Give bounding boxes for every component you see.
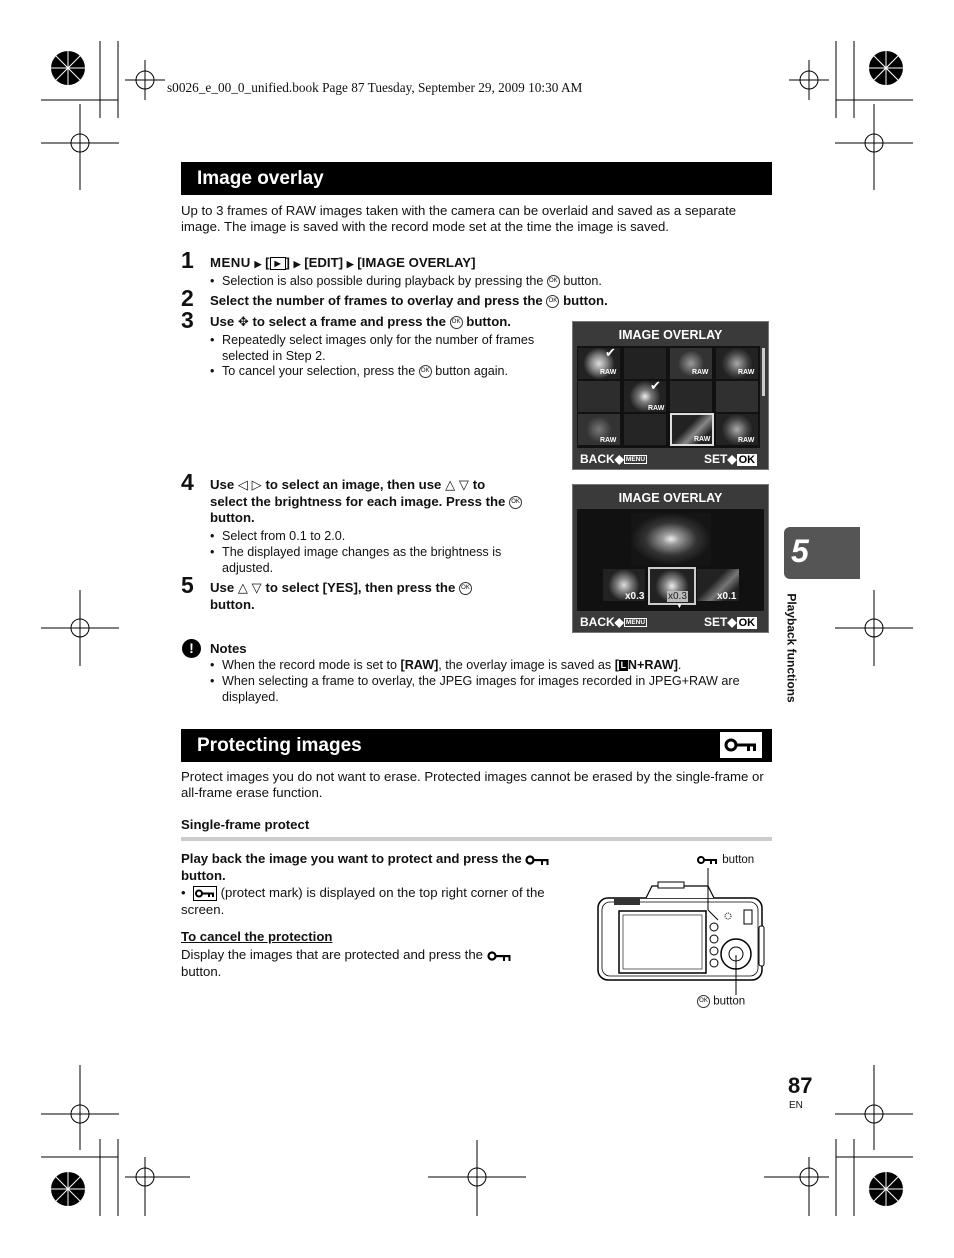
callout-lines — [700, 860, 760, 1000]
thumbnail — [670, 381, 712, 412]
protecting-intro: Protect images you do not want to erase. Protected images cannot be erased by the single-frame or all-frame erase function. — [181, 769, 764, 800]
menu-label: MENU — [210, 255, 251, 270]
print-header-line: s0026_e_00_0_unified.book Page 87 Tuesday, September 29, 2009 10:30 AM — [167, 80, 583, 95]
step-3-bullet-2: • To cancel your selection, press the OK button again. — [222, 364, 508, 380]
brightness-value-2: x0.3 — [668, 591, 687, 602]
section-title-protecting-images: Protecting images — [181, 729, 772, 762]
ok-button-icon: OK — [419, 365, 432, 378]
page-number: 87 — [788, 1073, 813, 1098]
image-overlay-intro: Up to 3 frames of RAW images taken with the camera can be overlaid and saved as a separate image. The image is saved with the record mode set at the time the image is saved. — [181, 203, 737, 234]
notes-title: Notes — [210, 641, 247, 656]
step-4-text: Use ◁ ▷ to select an image, then use △ ▽ to select the brightness for each image. Press the OK button. — [210, 477, 560, 527]
protect-key-icon — [487, 950, 513, 962]
up-down-arrows-icon: △ ▽ — [237, 580, 262, 595]
image-overlay-label: [IMAGE OVERLAY] — [357, 255, 476, 270]
cancel-protection-title: To cancel the protection — [181, 929, 333, 944]
arrow-right-icon: ▶ — [293, 259, 301, 269]
left-right-arrows-icon: ◁ ▷ — [237, 477, 262, 492]
screen-title: IMAGE OVERLAY — [618, 491, 723, 505]
language-code: EN — [789, 1100, 803, 1111]
ok-button-icon: OK — [459, 582, 472, 595]
brightness-value-1: x0.3 — [625, 591, 645, 602]
back-label: BACK◆ MENU — [580, 452, 646, 466]
large-size-icon: L — [620, 660, 627, 671]
thumbnail: RAW ✔ — [624, 381, 666, 412]
notes-icon: ! — [182, 639, 201, 658]
thumbnail: RAW — [716, 414, 758, 445]
step-1-bullet: • Selection is also possible during playback by pressing the OK button. — [222, 274, 642, 290]
step-4-bullet-2: • The displayed image changes as the brightness is adjusted. — [222, 545, 542, 576]
composite-preview — [631, 513, 711, 565]
thumbnail-grid — [577, 346, 760, 448]
ok-button-icon: OK — [509, 496, 522, 509]
step-3-bullet-1: • Repeatedly select images only for the number of frames selected in Step 2. — [222, 333, 562, 364]
chapter-number: 5 — [791, 533, 809, 569]
protect-key-icon — [525, 854, 551, 866]
thumbnail — [578, 381, 620, 412]
edit-label: [EDIT] — [304, 255, 344, 270]
chapter-label: Playback functions — [784, 593, 799, 703]
section-title-image-overlay: Image overlay — [181, 162, 772, 195]
overlay-preview — [577, 509, 764, 611]
selection-triangle-icon: ▼ — [676, 603, 683, 610]
arrow-right-icon: ▶ — [346, 259, 354, 269]
step-1-text: MENU ▶ [ ▶ ] ▶ [EDIT] ▶ [IMAGE OVERLAY] — [210, 255, 476, 270]
screen-title: IMAGE OVERLAY — [618, 328, 723, 342]
step-number-1: 1 — [181, 247, 194, 273]
step-number-5: 5 — [181, 572, 194, 598]
step-number-3: 3 — [181, 307, 194, 333]
note-2: • When selecting a frame to overlay, the JPEG images for images recorded in JPEG+RAW are displayed. — [222, 674, 774, 705]
single-frame-protect-title: Single-frame protect — [181, 817, 310, 832]
set-label: SET◆ OK — [704, 615, 756, 629]
protect-mark-icon — [193, 886, 217, 901]
arrow-pad-icon: ✥ — [237, 314, 249, 329]
protect-key-icon — [720, 732, 762, 758]
image-overlay-screen-1 — [572, 321, 769, 470]
step-number-2: 2 — [181, 285, 194, 311]
thumbnail: RAW — [670, 348, 712, 379]
set-label: SET◆ OK — [704, 452, 756, 466]
protect-button-callout: button — [697, 854, 754, 866]
ok-button-callout: OK button — [697, 995, 745, 1008]
protect-instruction: Play back the image you want to protect and press the button. — [181, 851, 591, 884]
thumbnail — [624, 348, 666, 379]
step-4-bullet-1: • Select from 0.1 to 2.0. — [222, 529, 552, 545]
ok-button-icon: OK — [546, 295, 559, 308]
thumbnail: RAW ✔ — [578, 348, 620, 379]
thumbnail — [716, 381, 758, 412]
cancel-protection-text: Display the images that are protected and press the button. — [181, 946, 571, 980]
thumbnail-selected[interactable]: RAW — [670, 413, 714, 446]
arrow-right-icon: ▶ — [254, 259, 262, 269]
image-overlay-screen-2 — [572, 484, 769, 633]
step-number-4: 4 — [181, 469, 194, 495]
thumbnail: RAW — [578, 414, 620, 445]
divider — [181, 837, 772, 841]
chapter-tab — [784, 527, 860, 579]
back-label: BACK◆ MENU — [580, 615, 646, 629]
step-5-text: Use △ ▽ to select [YES], then press the OK button. — [210, 580, 560, 613]
playback-icon: ▶ — [270, 257, 286, 270]
step-3-text: Use ✥ to select a frame and press the OK button. — [210, 314, 511, 329]
brightness-value-3: x0.1 — [717, 591, 737, 602]
thumbnail: RAW — [716, 348, 758, 379]
protect-mark-bullet: • (protect mark) is displayed on the top right corner of the screen. — [181, 885, 545, 917]
step-2-text: Select the number of frames to overlay and press the OK button. — [210, 293, 608, 308]
ok-button-icon: OK — [547, 275, 560, 288]
thumbnail — [624, 414, 666, 445]
scrollbar[interactable] — [762, 348, 765, 396]
up-down-arrows-icon: △ ▽ — [445, 477, 470, 492]
protect-key-icon — [697, 855, 719, 865]
ok-button-icon: OK — [450, 316, 463, 329]
ok-button-icon: OK — [697, 995, 710, 1008]
note-1: • When the record mode is set to [RAW], the overlay image is saved as [ L N+RAW]. — [222, 658, 681, 674]
